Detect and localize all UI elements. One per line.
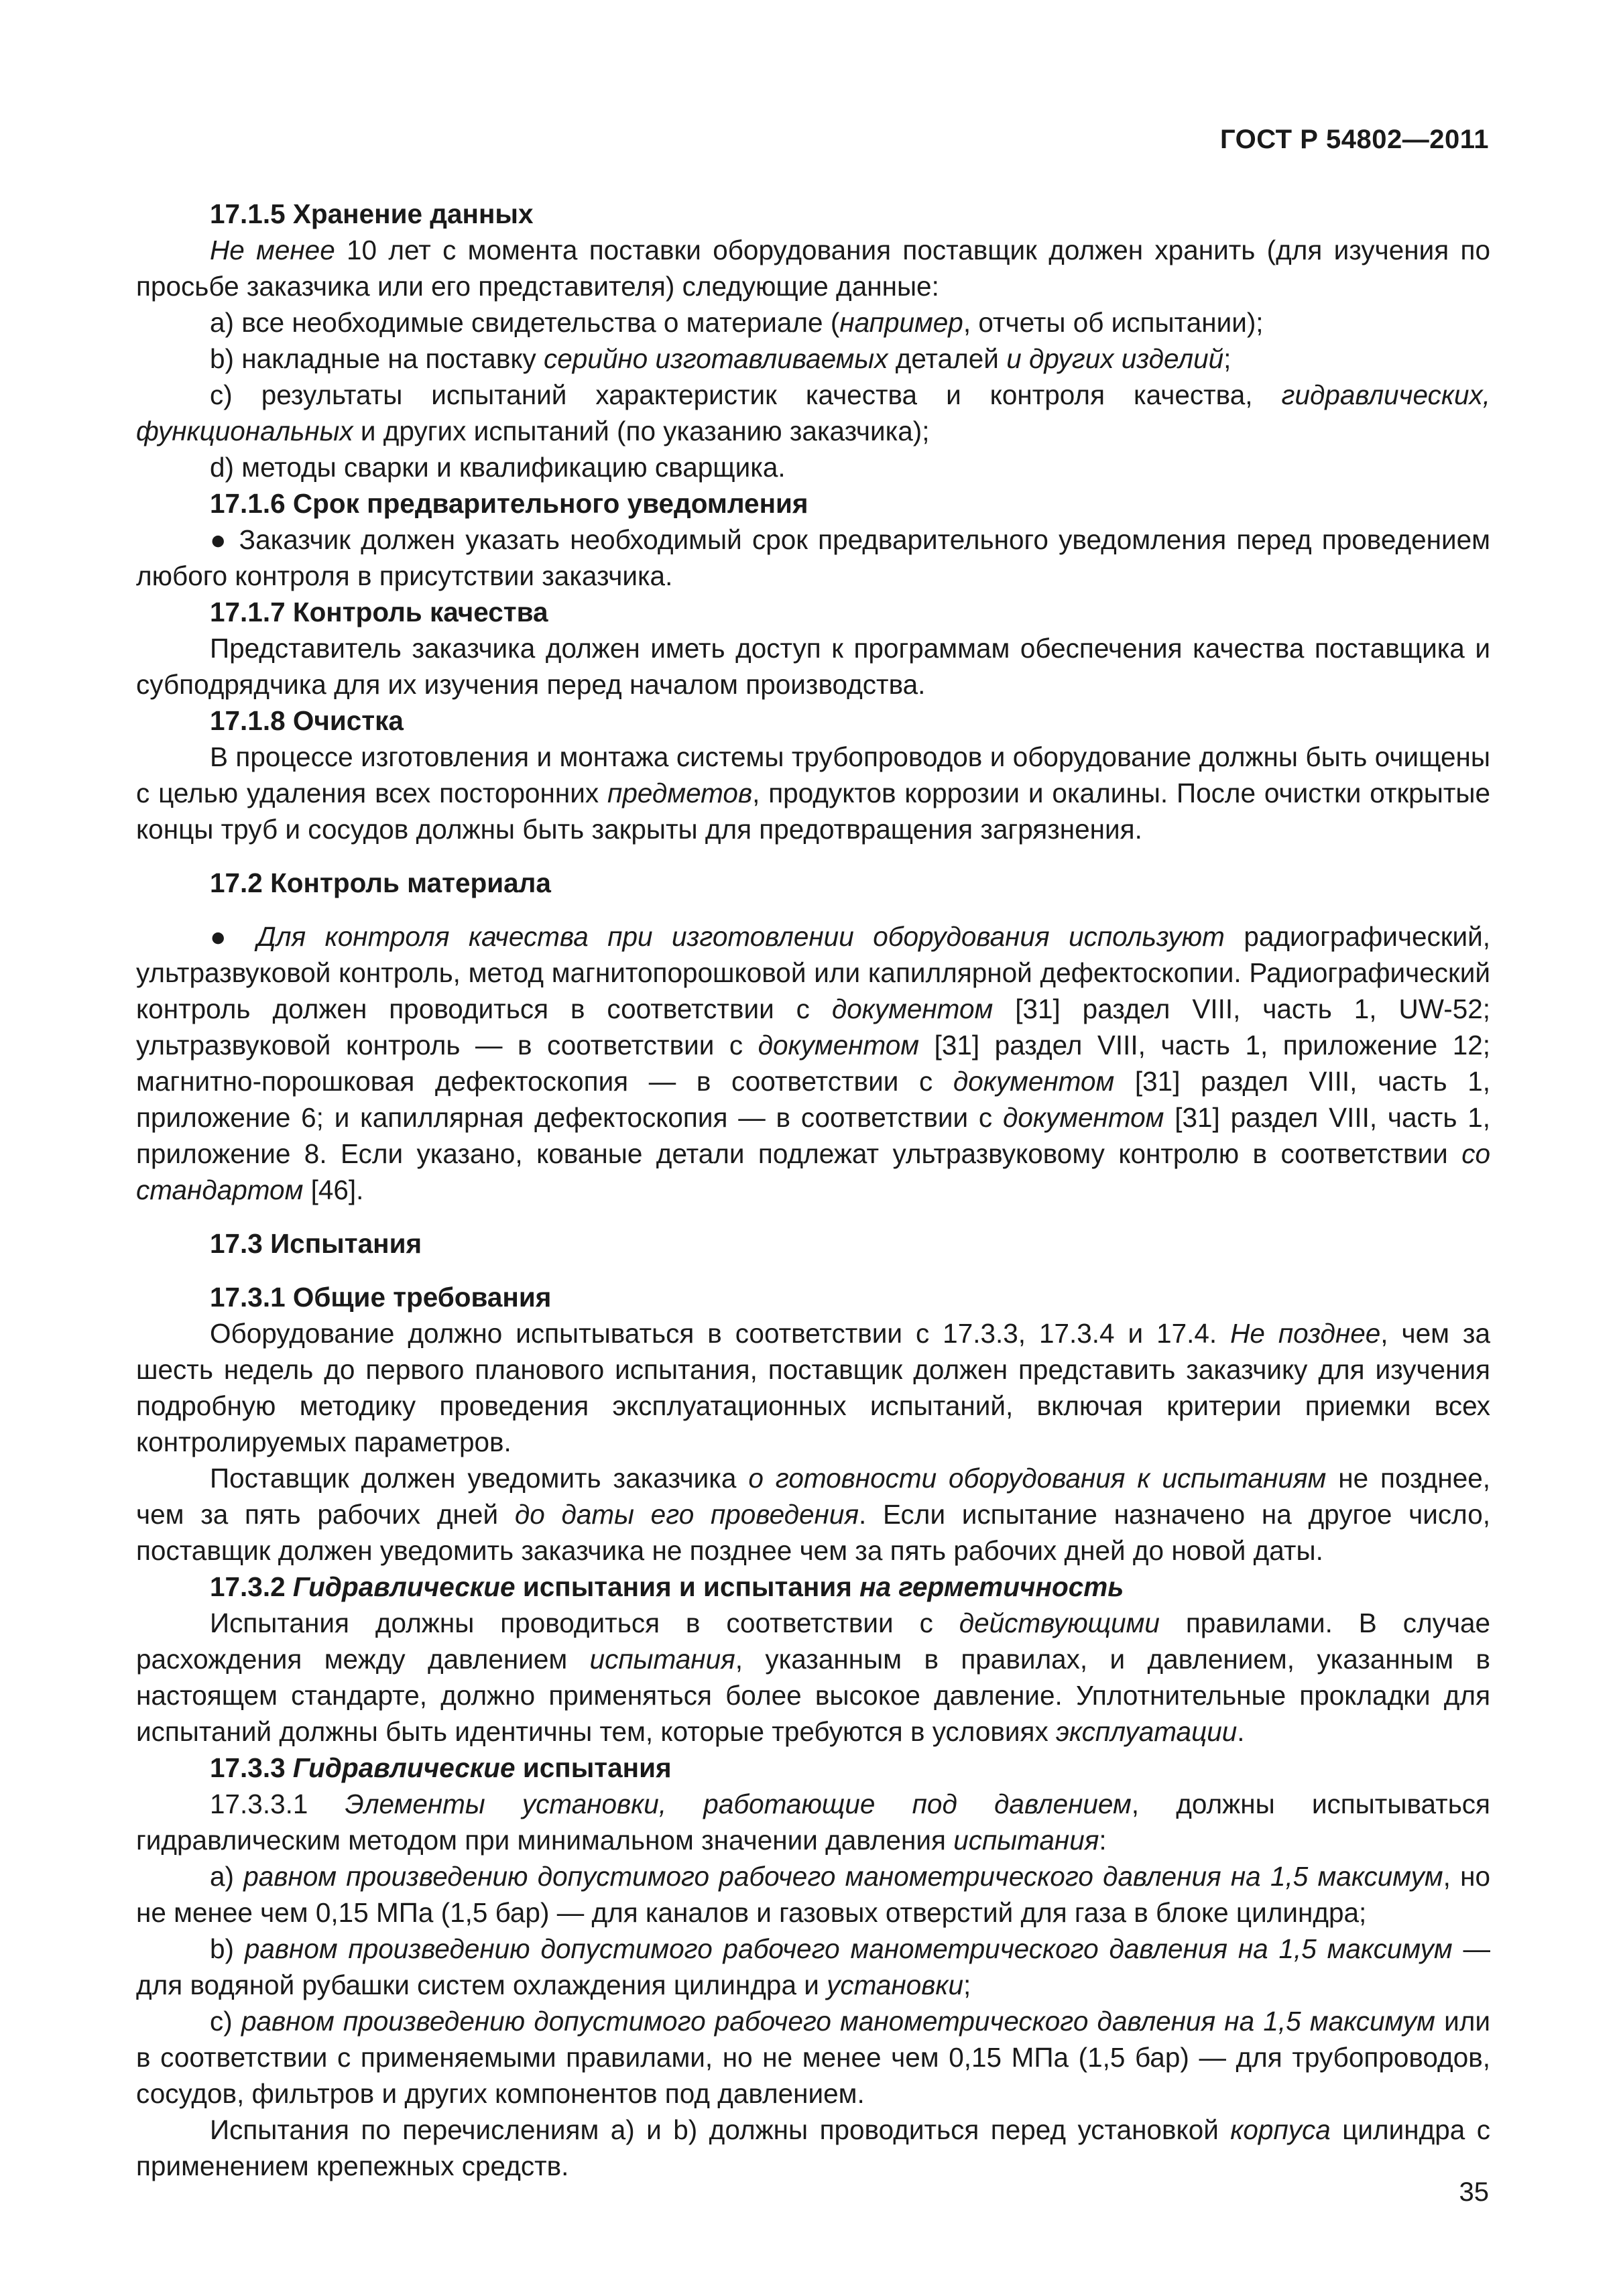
- italic-text: Гидравлические: [292, 1752, 516, 1783]
- paragraph: [136, 918, 1490, 1208]
- text-run: 17.3.3: [210, 1752, 293, 1783]
- paragraph: [136, 1315, 1490, 1460]
- text-run: d) методы сварки и квалификацию сварщика.: [210, 452, 786, 483]
- text-run: ;: [963, 1970, 971, 2000]
- section-heading: [136, 1750, 1490, 1786]
- text-run: испытания: [515, 1752, 672, 1783]
- text-run: цилиндра с применением крепежных средств.: [136, 2114, 1490, 2181]
- text-run: деталей: [888, 343, 1007, 374]
- italic-text: серийно изготавливаемых: [544, 343, 888, 374]
- text-run: Поставщик должен уведомить заказчика: [210, 1463, 749, 1494]
- text-run: , должны испытываться гидравлическим методом при минимальном значении давления: [136, 1789, 1490, 1856]
- paragraph: [136, 341, 1490, 377]
- paragraph: [136, 739, 1490, 847]
- text-run: Испытания должны проводиться в соответствии с: [210, 1608, 959, 1638]
- italic-text: испытания: [589, 1644, 735, 1675]
- section-heading: [136, 1569, 1490, 1605]
- italic-text: действующими: [959, 1608, 1160, 1638]
- italic-text: со стандартом: [136, 1138, 1490, 1205]
- text-run: ;: [1223, 343, 1231, 374]
- italic-text: установки: [827, 1970, 964, 2000]
- text-run: [46].: [303, 1174, 364, 1205]
- text-run: с): [210, 2006, 241, 2037]
- text-run: , чем за шесть недель до первого планового испытания, поставщик должен представить заказчику для изучения подробную методику проведения эксплуатационных испытаний, включая критерии приемки всех контролируемых параметров.: [136, 1318, 1490, 1457]
- italic-text: испытания: [953, 1825, 1099, 1856]
- text-run: 17.3.1 Общие требования: [210, 1282, 552, 1313]
- italic-text: документом: [758, 1030, 920, 1061]
- text-run: или в соответствии с применяемыми правилами, но не менее чем 0,15 МПа (1,5 бар) — для трубопроводов, сосудов, фильтров и других компонентов под давлением.: [136, 2006, 1490, 2109]
- section-heading: [136, 1225, 1490, 1262]
- paragraph: [136, 304, 1490, 341]
- page-number: 35: [1459, 2177, 1489, 2207]
- text-run: — для водяной рубашки систем охлаждения цилиндра и: [136, 1933, 1490, 2000]
- italic-text: равном произведению допустимого рабочего манометрического давления на 1,5 максимум: [241, 2006, 1435, 2037]
- text-run: 17.1.6 Срок предварительного уведомления: [210, 488, 808, 519]
- text-run: 17.3 Испытания: [210, 1228, 422, 1259]
- text-run: 17.3.2: [210, 1571, 293, 1602]
- paragraph: [136, 377, 1490, 449]
- text-run: , указанным в правилах, и давлением, указанным в настоящем стандарте, должно применяться более высокое давление. Уплотнительные прокладки для испытаний должны быть идентичны тем, которые требуются в условиях: [136, 1644, 1490, 1747]
- italic-text: и других изделий: [1006, 343, 1224, 374]
- text-run: не позднее, чем за пять рабочих дней: [136, 1463, 1491, 1530]
- text-run: Представитель заказчика должен иметь доступ к программам обеспечения качества поставщика и субподрядчика для их изучения перед началом производства.: [136, 633, 1490, 700]
- text-run: [31] раздел VIII, часть 1, приложение 6; и капиллярная дефектоскопия — в соответствии с: [136, 1066, 1490, 1133]
- paragraph: [136, 232, 1490, 304]
- paragraph: [136, 1460, 1490, 1569]
- italic-text: Не позднее: [1230, 1318, 1381, 1349]
- italic-text: о готовности оборудования к испытаниям: [748, 1463, 1327, 1494]
- paragraph: [136, 630, 1490, 703]
- italic-text: гидравлических, функциональных: [136, 379, 1490, 446]
- italic-text: равном произведению допустимого рабочего манометрического давления на 1,5 максимум: [243, 1861, 1443, 1892]
- text-run: а) все необходимые свидетельства о материале (: [210, 307, 840, 338]
- text-run: радиографический, ультразвуковой контроль, метод магнитопорошковой или капиллярной дефектоскопии. Радиографический контроль должен проводиться в соответствии с: [136, 921, 1491, 1024]
- text-run: испытания и испытания: [515, 1571, 860, 1602]
- text-run: 17.3.3.1: [210, 1789, 345, 1819]
- text-run: [31] раздел VIII, часть 1, приложение 8. Если указано, кованые детали подлежат ультразвуковому контролю в соответствии: [136, 1102, 1491, 1169]
- text-run: 10 лет с момента поставки оборудования поставщик должен хранить (для изучения по просьбе заказчика или его представителя) следующие данные:: [136, 235, 1490, 302]
- text-run: Испытания по перечислениям а) и b) должны проводиться перед установкой: [210, 2114, 1231, 2145]
- text-run: . Если испытание назначено на другое число, поставщик должен уведомить заказчика не позднее чем за пять рабочих дней до новой даты.: [136, 1499, 1490, 1566]
- paragraph: [136, 449, 1490, 485]
- text-run: ●: [210, 921, 257, 952]
- italic-text: на герметичность: [859, 1571, 1124, 1602]
- paragraph: [136, 2112, 1490, 2184]
- text-run: [31] раздел VIII, часть 1, приложение 12; магнитно-порошковая дефектоскопия — в соответствии с: [136, 1030, 1490, 1097]
- text-run: 17.1.8 Очистка: [210, 705, 404, 736]
- paragraph: [136, 2003, 1490, 2112]
- document-id-header: ГОСТ Р 54802—2011: [1220, 125, 1489, 154]
- italic-text: корпуса: [1230, 2114, 1331, 2145]
- italic-text: документом: [953, 1066, 1115, 1097]
- text-run: , продуктов коррозии и окалины. После очистки открытые концы труб и сосудов должны быть закрыты для предотвращения загрязнения.: [136, 778, 1490, 845]
- italic-text: равном произведению допустимого рабочего манометрического давления на 1,5 максимум: [244, 1933, 1453, 1964]
- text-run: b) накладные на поставку: [210, 343, 544, 374]
- italic-text: документом: [1002, 1102, 1164, 1133]
- paragraph: [136, 1786, 1490, 1858]
- text-run: , отчеты об испытании);: [963, 307, 1264, 338]
- text-run: b): [210, 1933, 245, 1964]
- text-run: с) результаты испытаний характеристик качества и контроля качества,: [210, 379, 1282, 410]
- text-run: [31] раздел VIII, часть 1, UW-52; ультразвуковой контроль — в соответствии с: [136, 993, 1490, 1061]
- document-body: [136, 196, 1490, 2184]
- section-heading: [136, 196, 1490, 232]
- text-run: , но не менее чем 0,15 МПа (1,5 бар) — для каналов и газовых отверстий для газа в блоке цилиндра;: [136, 1861, 1490, 1928]
- text-run: :: [1099, 1825, 1107, 1856]
- italic-text: Не менее: [210, 235, 335, 265]
- italic-text: эксплуатации: [1055, 1716, 1238, 1747]
- section-heading: [136, 703, 1490, 739]
- text-run: ● Заказчик должен указать необходимый срок предварительного уведомления перед проведением любого контроля в присутствии заказчика.: [136, 524, 1490, 591]
- italic-text: Гидравлические: [292, 1571, 516, 1602]
- text-run: Оборудование должно испытываться в соответствии с 17.3.3, 17.3.4 и 17.4.: [210, 1318, 1231, 1349]
- section-heading: [136, 865, 1490, 901]
- text-run: правилами. В случае расхождения между давлением: [136, 1608, 1490, 1675]
- italic-text: Для контроля качества при изготовлении оборудования используют: [257, 921, 1225, 952]
- section-heading: [136, 594, 1490, 630]
- text-run: 17.2 Контроль материала: [210, 867, 551, 898]
- paragraph: [136, 1931, 1490, 2003]
- italic-text: предметов: [607, 778, 753, 808]
- section-heading: [136, 1279, 1490, 1315]
- text-run: 17.1.7 Контроль качества: [210, 597, 548, 627]
- paragraph: [136, 1605, 1490, 1750]
- italic-text: документом: [831, 993, 994, 1024]
- text-run: и других испытаний (по указанию заказчика);: [353, 416, 930, 446]
- text-run: 17.1.5 Хранение данных: [210, 198, 534, 229]
- italic-text: до даты его проведения: [514, 1499, 859, 1530]
- text-run: .: [1237, 1716, 1245, 1747]
- paragraph: [136, 522, 1490, 594]
- italic-text: Элементы установки, работающие под давлением: [345, 1789, 1132, 1819]
- italic-text: например: [839, 307, 963, 338]
- section-heading: [136, 485, 1490, 522]
- paragraph: [136, 1858, 1490, 1931]
- text-run: В процессе изготовления и монтажа системы трубопроводов и оборудование должны быть очищены с целью удаления всех посторонних: [136, 741, 1490, 808]
- text-run: а): [210, 1861, 244, 1892]
